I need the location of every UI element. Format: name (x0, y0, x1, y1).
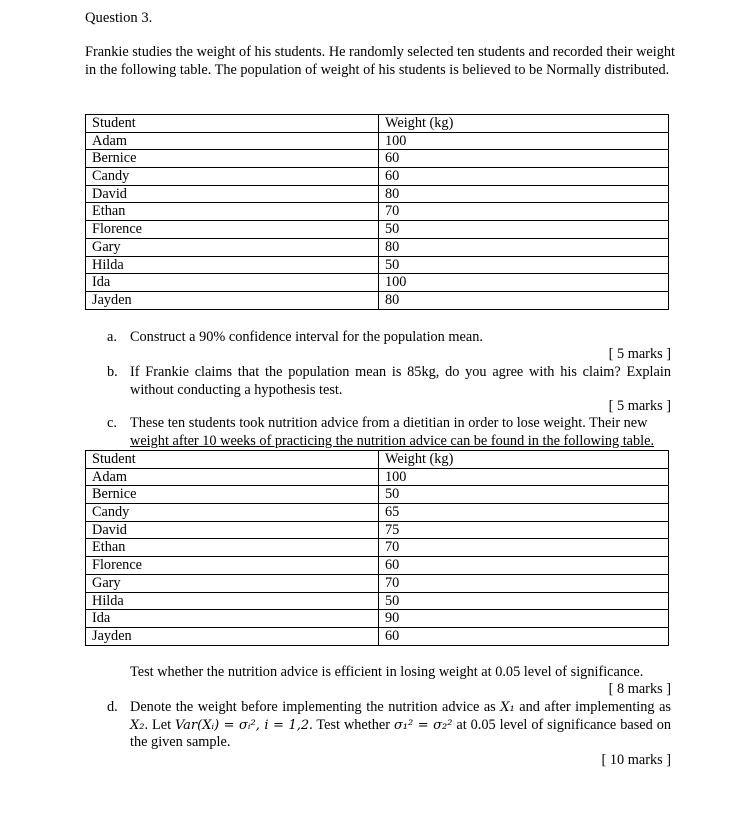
part-d (107, 699, 671, 752)
table-row (86, 539, 669, 557)
cell-student: Gary (86, 238, 379, 256)
part-d-math-x1: X₁ (500, 700, 515, 715)
table-row (86, 504, 669, 522)
cell-weight: 50 (379, 256, 669, 274)
cell-student: Florence (86, 221, 379, 239)
part-d-text-3: . Let (144, 716, 175, 733)
cell-student: Candy (86, 504, 379, 522)
cell-student: David (86, 521, 379, 539)
part-d-text-5: at 0.05 level of significance based on the given sample. (130, 716, 671, 751)
part-c-question: Test whether the nutrition advice is efficient in losing weight at 0.05 level of significance. (130, 664, 644, 680)
cell-student: Ida (86, 274, 379, 292)
cell-student: Jayden (86, 291, 379, 309)
part-d-label: d. (107, 699, 118, 715)
table-row (86, 574, 669, 592)
table-row (86, 627, 669, 645)
part-d-math-var: Var(Xᵢ) = σᵢ², i = 1,2 (174, 717, 310, 733)
header-weight: Weight (kg) (379, 115, 669, 133)
table-row (86, 557, 669, 575)
cell-student: Florence (86, 557, 379, 575)
header-student: Student (86, 115, 379, 133)
part-d-text-2: and after implementing as (514, 699, 671, 715)
table-row (86, 203, 669, 221)
table-header-row (86, 451, 669, 469)
part-d-math-hypothesis: σ₁² = σ₂² (393, 717, 453, 733)
cell-student: Jayden (86, 627, 379, 645)
cell-weight: 100 (379, 132, 669, 150)
cell-student: Bernice (86, 150, 379, 168)
cell-weight: 50 (379, 592, 669, 610)
part-b-text: If Frankie claims that the population mean is 85kg, do you agree with his claim? Explain without conducting a hypothesis test. (130, 364, 671, 398)
part-b (107, 364, 671, 399)
part-b-marks: [ 5 marks ] (608, 398, 671, 414)
table-row (86, 132, 669, 150)
table-row (86, 168, 669, 186)
table-row (86, 274, 669, 292)
cell-weight: 60 (379, 627, 669, 645)
weight-table-after (85, 450, 669, 646)
cell-weight: 50 (379, 221, 669, 239)
cell-weight: 100 (379, 274, 669, 292)
cell-student: Ethan (86, 203, 379, 221)
part-c-line1: These ten students took nutrition advice from a dietitian in order to lose weight. Their new (130, 415, 648, 431)
cell-weight: 80 (379, 238, 669, 256)
table-row (86, 610, 669, 628)
table-row (86, 256, 669, 274)
part-a-text: Construct a 90% confidence interval for the population mean. (130, 329, 483, 345)
table-row (86, 221, 669, 239)
table-row (86, 521, 669, 539)
cell-student: David (86, 185, 379, 203)
part-d-text-4: . Test whether (309, 716, 394, 733)
part-a-label: a. (107, 329, 117, 345)
table-header-row (86, 115, 669, 133)
cell-weight: 80 (379, 185, 669, 203)
part-d-text-1: Denote the weight before implementing the nutrition advice as (130, 699, 501, 715)
part-b-label: b. (107, 364, 118, 380)
table-row (86, 291, 669, 309)
part-a (107, 329, 671, 347)
intro-paragraph: Frankie studies the weight of his students. He randomly selected ten students and recorded their weight in the following table. The population of weight of his students is believed to be Normally distributed. (85, 44, 675, 78)
cell-weight: 75 (379, 521, 669, 539)
table-row (86, 592, 669, 610)
cell-student: Candy (86, 168, 379, 186)
cell-student: Hilda (86, 592, 379, 610)
header-student: Student (86, 451, 379, 469)
part-a-marks: [ 5 marks ] (608, 346, 671, 362)
cell-student: Bernice (86, 486, 379, 504)
cell-weight: 60 (379, 150, 669, 168)
header-weight: Weight (kg) (379, 451, 669, 469)
cell-student: Hilda (86, 256, 379, 274)
cell-weight: 90 (379, 610, 669, 628)
question-title: Question 3. (85, 10, 153, 26)
cell-student: Ida (86, 610, 379, 628)
cell-student: Adam (86, 468, 379, 486)
cell-weight: 65 (379, 504, 669, 522)
part-d-marks: [ 10 marks ] (601, 752, 671, 768)
cell-weight: 70 (379, 203, 669, 221)
cell-weight: 100 (379, 468, 669, 486)
cell-student: Gary (86, 574, 379, 592)
part-d-math-x2: X₂ (130, 717, 145, 733)
weight-table-before (85, 114, 669, 310)
table-row (86, 150, 669, 168)
table-row (86, 185, 669, 203)
cell-student: Ethan (86, 539, 379, 557)
table-row (86, 486, 669, 504)
cell-student: Adam (86, 132, 379, 150)
part-c-label: c. (107, 415, 117, 431)
cell-weight: 60 (379, 557, 669, 575)
part-c (107, 415, 671, 450)
cell-weight: 50 (379, 486, 669, 504)
cell-weight: 70 (379, 574, 669, 592)
cell-weight: 80 (379, 291, 669, 309)
part-c-marks: [ 8 marks ] (608, 681, 671, 697)
table-row (86, 238, 669, 256)
part-c-line2: weight after 10 weeks of practicing the nutrition advice can be found in the following table. (130, 432, 655, 449)
table-row (86, 468, 669, 486)
cell-weight: 60 (379, 168, 669, 186)
cell-weight: 70 (379, 539, 669, 557)
